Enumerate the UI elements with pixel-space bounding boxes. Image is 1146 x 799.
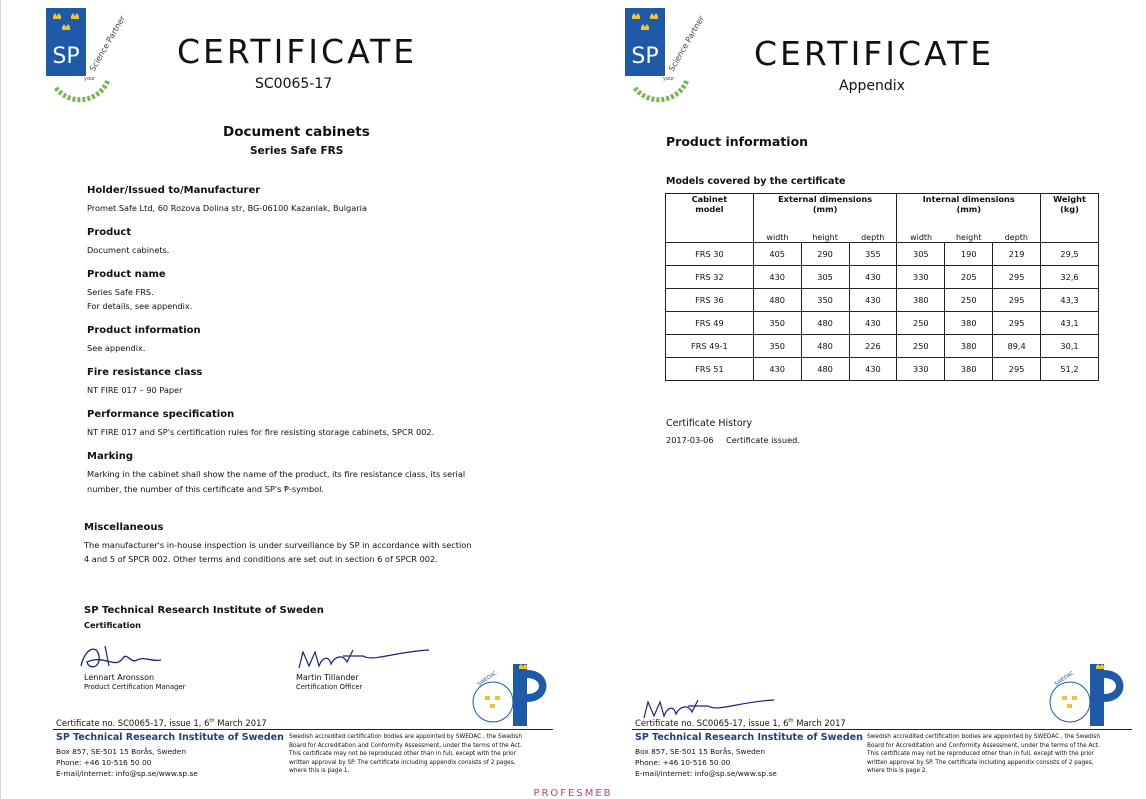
- cell-value: 355: [849, 243, 897, 266]
- cell-value: 219: [993, 243, 1041, 266]
- section-text-product: Document cabinets.: [87, 245, 170, 255]
- cell-value: 430: [849, 266, 897, 289]
- table-row: [666, 335, 1099, 358]
- footer-note: Swedish accredited certification bodies are appointed by SWEDAC , the Swedish Board for Accreditation and Conformity Assessment, under the terms of the Act. This certificate may not be reproduced other than in full, except with the prior written approval by SP. The certificate including appendix consists of 2 pages, where this is page 1.: [289, 734, 522, 774]
- watermark: PROFESMEB: [533, 788, 613, 799]
- footer-certificate-line: Certificate no. SC0065-17, issue 1, 6th March 2017: [56, 717, 267, 728]
- cell-value: 295: [993, 266, 1041, 289]
- cell-value: 190: [945, 243, 993, 266]
- signer2-role: Certification Officer: [296, 683, 363, 691]
- signer1-name: Lennart Aronsson: [84, 673, 155, 682]
- cell-value: 295: [993, 358, 1041, 381]
- section-heading-product: Product: [87, 227, 132, 238]
- cell-value: 250: [897, 335, 945, 358]
- table-row: [666, 312, 1099, 335]
- signature-aronsson: [75, 640, 165, 674]
- footer-divider: [632, 729, 1132, 730]
- section-heading-performance: Performance specification: [87, 409, 235, 420]
- col-header-internal: Internal dimensions (mm): [897, 194, 1041, 225]
- footer-address: Box 857, SE-501 15 Borås, Sweden: [56, 747, 187, 756]
- footer-web: E-mail/internet: info@sp.se/www.sp.se: [635, 769, 777, 778]
- history-text: Certificate issued.: [726, 435, 800, 445]
- footer-certificate-line: Certificate no. SC0065-17, issue 1, 6th March 2017: [635, 717, 846, 728]
- document-title: Document cabinets: [223, 124, 370, 140]
- cell-model: FRS 32: [666, 266, 754, 289]
- cell-model: FRS 36: [666, 289, 754, 312]
- cell-value: 30,1: [1041, 335, 1099, 358]
- footer-web: E-mail/internet: info@sp.se/www.sp.se: [56, 769, 198, 778]
- document-subtitle: Series Safe FRS: [250, 145, 344, 157]
- table-row: [666, 266, 1099, 289]
- table-subheader-row: width height depth width height depth: [666, 224, 1099, 243]
- footer-note: Swedish accredited certification bodies are appointed by SWEDAC , the Swedish Board for Accreditation and Conformity Assessment, under the terms of the Act. This certificate may not be reproduced other than in full, except with the prior written approval by SP. The certificate including appendix consists of 2 pages, where this is page 2.: [867, 734, 1100, 774]
- cell-value: 295: [993, 289, 1041, 312]
- table-row: [666, 358, 1099, 381]
- cell-value: 32,6: [1041, 266, 1099, 289]
- svg-text:Science Partner: Science Partner: [87, 14, 128, 74]
- svg-text:SP: SP: [52, 44, 80, 69]
- cell-value: 250: [897, 312, 945, 335]
- cell-value: 480: [801, 335, 849, 358]
- svg-text:your: your: [84, 76, 96, 82]
- cell-value: 380: [945, 335, 993, 358]
- section-heading-marking: Marking: [87, 451, 133, 462]
- cell-value: 480: [801, 358, 849, 381]
- certificate-page-1: [0, 0, 569, 799]
- cell-value: 430: [849, 289, 897, 312]
- cell-value: 380: [945, 312, 993, 335]
- footer-phone: Phone: +46 10-516 50 00: [635, 758, 731, 767]
- section-text-product-name-2: For details, see appendix.: [87, 301, 193, 311]
- org-name: SP Technical Research Institute of Sweden: [84, 605, 324, 616]
- section-heading-holder: Holder/Issued to/Manufacturer: [87, 185, 261, 196]
- sp-logo: [625, 8, 707, 106]
- section-text-performance: NT FIRE 017 and SP's certification rules for fire resisting storage cabinets, SPCR 002.: [87, 427, 435, 437]
- footer-org: SP Technical Research Institute of Sweden: [56, 732, 284, 743]
- cell-value: 350: [753, 312, 801, 335]
- svg-text:SWEDAC: SWEDAC: [1053, 670, 1076, 688]
- col-header-model: Cabinet model: [666, 194, 754, 225]
- cell-value: 305: [897, 243, 945, 266]
- footer-address: Box 857, SE-501 15 Borås, Sweden: [635, 747, 766, 756]
- cell-model: FRS 30: [666, 243, 754, 266]
- cell-value: 89,4: [993, 335, 1041, 358]
- svg-text:SWEDAC: SWEDAC: [476, 670, 499, 688]
- cell-value: 305: [801, 266, 849, 289]
- table-body: [666, 243, 1099, 381]
- cell-value: 380: [945, 358, 993, 381]
- table-header-row: [666, 194, 1099, 225]
- models-table: [665, 193, 1099, 381]
- section-text-product-name-1: Series Safe FRS.: [87, 287, 154, 297]
- section-text-misc-2: 4 and 5 of SPCR 002. Other terms and conditions are set out in section 6 of SPCR 002.: [84, 554, 438, 564]
- col-header-weight: Weight (kg): [1041, 194, 1099, 225]
- section-heading-product-info: Product information: [87, 325, 201, 336]
- cell-value: 29,5: [1041, 243, 1099, 266]
- certificate-page-2-appendix: [580, 0, 1146, 799]
- certificate-number: SC0065-17: [255, 76, 333, 92]
- certificate-title: CERTIFICATE: [177, 32, 418, 71]
- cell-value: 430: [753, 358, 801, 381]
- cell-value: 430: [849, 358, 897, 381]
- cell-value: 405: [753, 243, 801, 266]
- org-department: Certification: [84, 620, 141, 630]
- cell-value: 350: [753, 335, 801, 358]
- section-heading-fire-class: Fire resistance class: [87, 367, 203, 378]
- cell-value: 380: [897, 289, 945, 312]
- section-text-product-info: See appendix.: [87, 343, 146, 353]
- cell-value: 250: [945, 289, 993, 312]
- svg-text:Science Partner: Science Partner: [666, 14, 707, 74]
- col-header-external: External dimensions (mm): [753, 194, 897, 225]
- cell-value: 226: [849, 335, 897, 358]
- cell-model: FRS 49: [666, 312, 754, 335]
- cell-value: 205: [945, 266, 993, 289]
- footer-org: SP Technical Research Institute of Sweden: [635, 732, 863, 743]
- cell-value: 330: [897, 358, 945, 381]
- cell-value: 43,1: [1041, 312, 1099, 335]
- certificate-title: CERTIFICATE: [754, 34, 995, 73]
- section-text-marking-1: Marking in the cabinet shall show the name of the product, its fire resistance class, its serial: [87, 469, 466, 479]
- swedac-accreditation-mark: [471, 664, 555, 732]
- cell-model: FRS 51: [666, 358, 754, 381]
- footer-divider: [53, 729, 553, 730]
- cell-value: 51,2: [1041, 358, 1099, 381]
- cell-value: 43,3: [1041, 289, 1099, 312]
- cell-value: 290: [801, 243, 849, 266]
- cell-value: 295: [993, 312, 1041, 335]
- cell-value: 330: [897, 266, 945, 289]
- signer2-name: Martin Tillander: [296, 673, 359, 682]
- svg-text:SP: SP: [631, 44, 659, 69]
- section-text-marking-2: number, the number of this certificate and SP's Ᵽ-symbol.: [87, 484, 325, 494]
- signer1-role: Product Certification Manager: [84, 683, 186, 691]
- cell-value: 480: [801, 312, 849, 335]
- signature-tillander: [293, 642, 433, 674]
- cell-value: 430: [849, 312, 897, 335]
- sp-logo: [46, 8, 128, 106]
- cell-value: 350: [801, 289, 849, 312]
- history-heading: Certificate History: [666, 418, 753, 429]
- history-date: 2017-03-06: [666, 435, 714, 445]
- table-row: [666, 243, 1099, 266]
- cell-value: 480: [753, 289, 801, 312]
- section-text-misc-1: The manufacturer's in-house inspection is under surveillance by SP in accordance with section: [84, 540, 472, 550]
- svg-text:your: your: [663, 76, 675, 82]
- product-info-heading: Product information: [666, 134, 809, 149]
- cell-value: 430: [753, 266, 801, 289]
- section-heading-product-name: Product name: [87, 269, 166, 280]
- footer-phone: Phone: +46 10-516 50 00: [56, 758, 152, 767]
- cell-model: FRS 49-1: [666, 335, 754, 358]
- table-row: [666, 289, 1099, 312]
- swedac-accreditation-mark: [1048, 664, 1132, 732]
- section-heading-misc: Miscellaneous: [84, 522, 164, 533]
- section-text-fire-class: NT FIRE 017 – 90 Paper: [87, 385, 183, 395]
- section-text-holder: Promet Safe Ltd, 60 Rozova Dolina str, BG-06100 Kazanlak, Bulgaria: [87, 203, 367, 213]
- models-heading: Models covered by the certificate: [666, 176, 846, 187]
- appendix-subtitle: Appendix: [839, 78, 905, 94]
